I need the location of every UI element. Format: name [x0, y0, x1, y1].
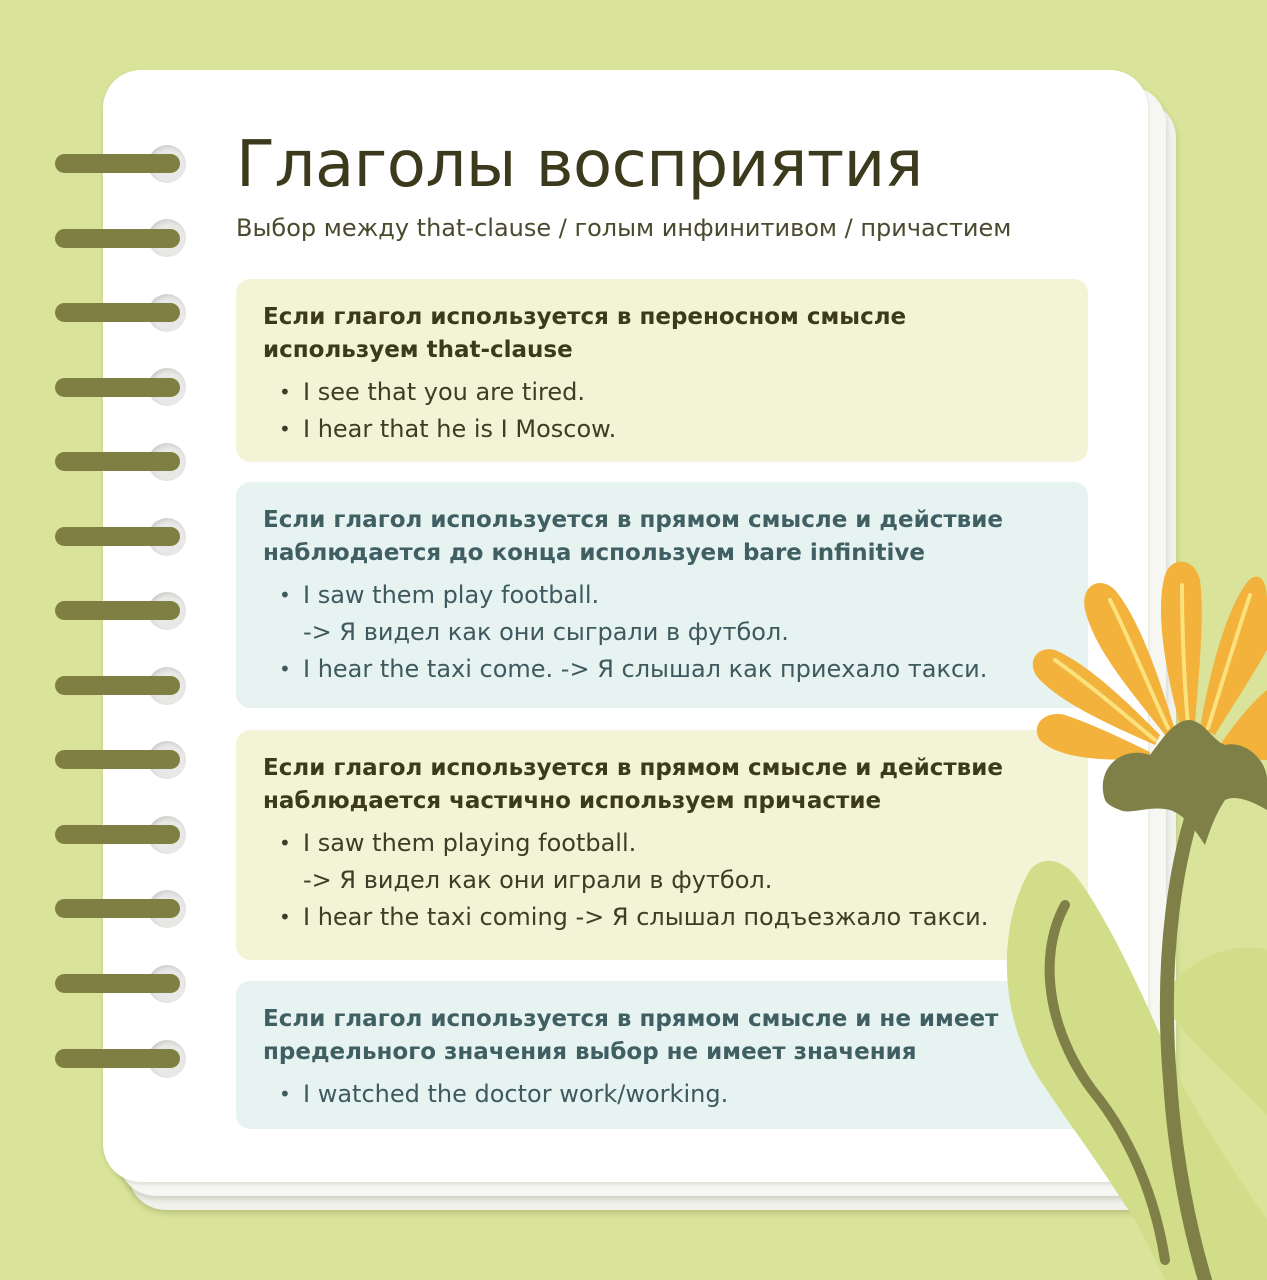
- page-subtitle: Выбор между that-clause / голым инфинитивом / причастием: [236, 214, 1012, 242]
- example-item: • I hear the taxi coming -> Я слышал подъезжало такси.: [303, 900, 1062, 934]
- example-item: • I hear that he is I Moscow.: [303, 412, 1062, 446]
- page-title: Глаголы восприятия: [236, 128, 923, 202]
- example-translation: -> Я видел как они сыграли в футбол.: [303, 618, 789, 646]
- rule-heading-line: наблюдается до конца используем bare infinitive: [263, 540, 925, 566]
- example-text: I saw them play football.: [303, 581, 600, 609]
- rule-heading-line: Если глагол используется в прямом смысле и не имеет: [263, 1006, 999, 1032]
- example-item: • I hear the taxi come. -> Я слышал как приехало такси.: [303, 652, 1062, 686]
- rule-heading-line: Если глагол используется в прямом смысле и действие: [263, 507, 1003, 533]
- rule-heading-line: предельного значения выбор не имеет значения: [263, 1039, 917, 1065]
- rule-heading-line: используем that-clause: [263, 337, 573, 363]
- example-item: • I watched the doctor work/working.: [303, 1077, 1062, 1111]
- example-item: • I see that you are tired.: [303, 375, 1062, 409]
- rule-heading-line: наблюдается частично используем причастие: [263, 788, 882, 814]
- rule-heading-line: Если глагол используется в переносном смысле: [263, 304, 907, 330]
- example-text: I saw them playing football.: [303, 829, 637, 857]
- example-translation: -> Я видел как они играли в футбол.: [303, 866, 773, 894]
- rule-heading-line: Если глагол используется в прямом смысле и действие: [263, 755, 1003, 781]
